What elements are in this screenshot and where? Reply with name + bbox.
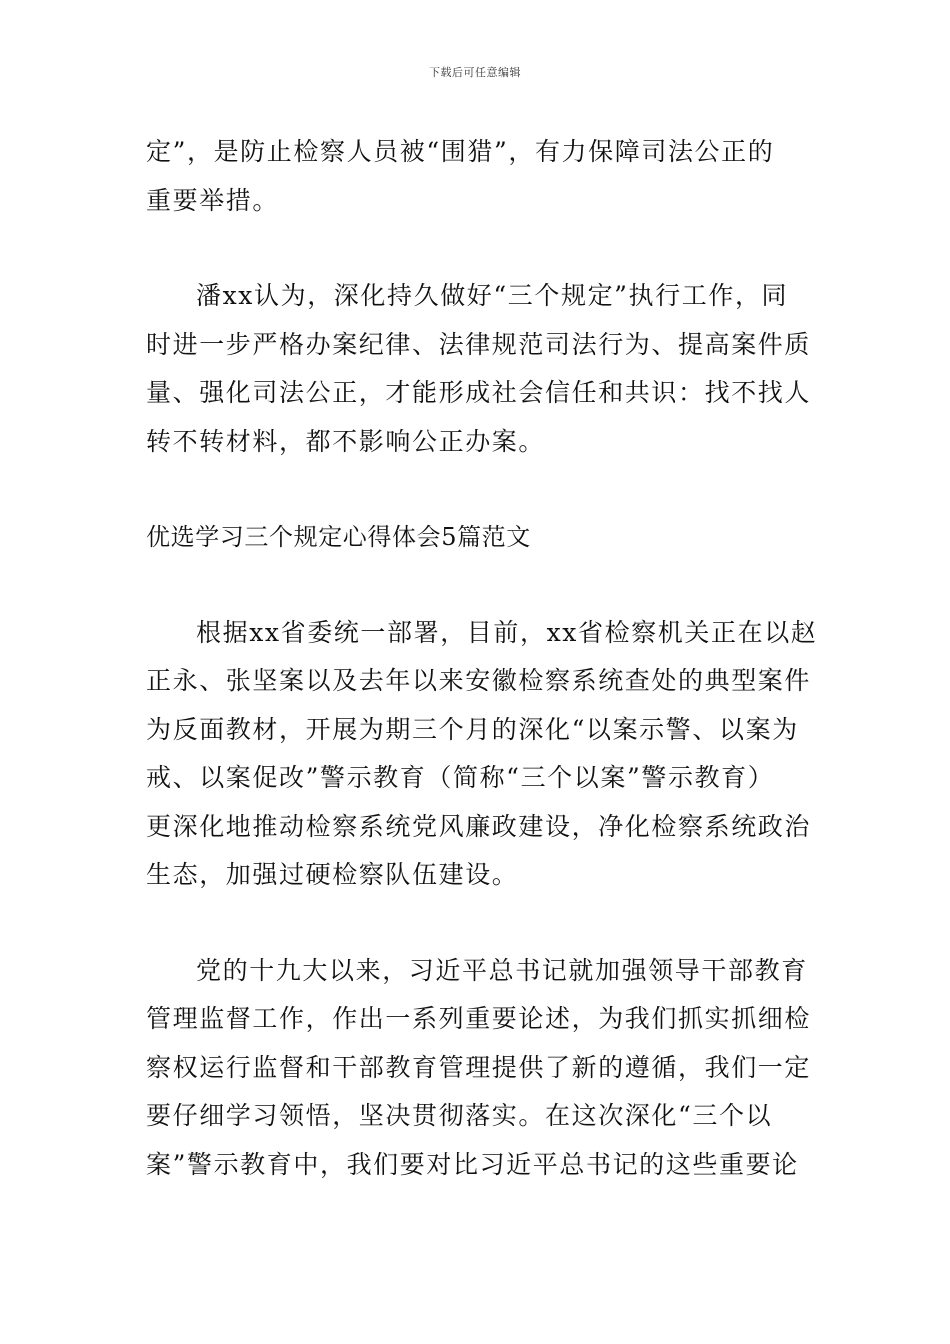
page-header: 下载后可任意编辑 bbox=[429, 66, 521, 79]
text-line: 量、强化司法公正，才能形成社会信任和共识：找不找人 bbox=[146, 378, 812, 407]
section-heading: 优选学习三个规定心得体会5篇范文 bbox=[146, 523, 531, 551]
text-line: 为反面教材，开展为期三个月的深化“以案示警、以案为 bbox=[146, 714, 799, 744]
text-line: 生态，加强过硬检察队伍建设。 bbox=[146, 860, 519, 889]
text-line: 要仔细学习领悟，坚决贯彻落实。在这次深化“三个以 bbox=[146, 1101, 773, 1130]
paragraph-2 bbox=[146, 272, 812, 466]
text-line: 重要举措。 bbox=[146, 185, 280, 215]
text-line: 潘xx认为，深化持久做好“三个规定”执行工作，同 bbox=[196, 281, 789, 310]
text-line: 戒、以案促改”警示教育（简称“三个以案”警示教育） bbox=[146, 763, 775, 792]
paragraph-4 bbox=[146, 947, 812, 1190]
text-line: 党的十九大以来，习近平总书记就加强领导干部教育 bbox=[196, 955, 808, 985]
text-line: 更深化地推动检察系统党风廉政建设，净化检察系统政治 bbox=[146, 811, 812, 841]
text-line: 管理监督工作，作出一系列重要论述，为我们抓实抓细检 bbox=[146, 1004, 812, 1033]
text-line: 时进一步严格办案纪律、法律规范司法行为、提高案件质 bbox=[146, 329, 812, 359]
text-line: 定”，是防止检察人员被“围猎”，有力保障司法公正的 bbox=[146, 137, 775, 166]
text-line: 察权运行监督和干部教育管理提供了新的遵循，我们一定 bbox=[146, 1052, 812, 1082]
text-line: 转不转材料，都不影响公正办案。 bbox=[146, 426, 546, 456]
text-line: 案”警示教育中，我们要对比习近平总书记的这些重要论 bbox=[146, 1149, 799, 1179]
text-line: 根据xx省委统一部署，目前，xx省检察机关正在以赵 bbox=[196, 617, 818, 647]
document-body bbox=[146, 128, 818, 1189]
paragraph-1 bbox=[146, 128, 808, 225]
text-line: 正永、张坚案以及去年以来安徽检察系统查处的典型案件 bbox=[146, 666, 812, 695]
paragraph-3 bbox=[146, 609, 818, 900]
